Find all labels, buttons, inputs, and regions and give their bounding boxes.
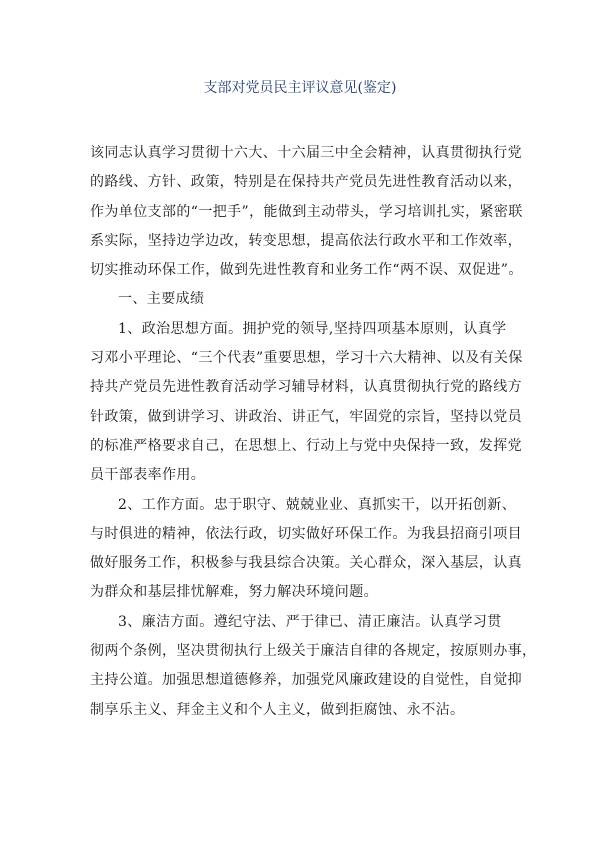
text-line: 为群众和基层排忧解难，努力解决环境问题。 xyxy=(90,584,378,601)
text-line: 的路线、方针、政策，特别是在保持共产党员先进性教育活动以来， xyxy=(90,174,522,191)
text-line: 员干部表率作用。 xyxy=(90,467,206,484)
text-line: 彻两个条例，坚决贯彻执行上级关于廉洁自律的各规定，按原则办事， xyxy=(90,643,537,660)
text-line: 2、工作方面。忠于职守、兢兢业业、真抓实干，以开拓创新、 xyxy=(118,496,517,513)
text-line: 切实推动环保工作，做到先进性教育和业务工作“两不误、双促进”。 xyxy=(90,262,523,279)
paragraph-political-thought xyxy=(90,315,523,491)
text-line: 针政策，做到讲学习、讲政治、讲正气，牢固党的宗旨，坚持以党员 xyxy=(90,408,522,425)
paragraph-integrity xyxy=(90,608,537,725)
document-body xyxy=(90,139,537,725)
section-heading-main-achievements xyxy=(90,285,520,314)
text-line: 主持公道。加强思想道德修养，加强党风廉政建设的自觉性，自觉抑 xyxy=(90,672,522,689)
text-line: 3、廉洁方面。遵纪守法、严于律已、清正廉洁。认真学习贯 xyxy=(118,613,502,630)
text-line: 系实际，坚持边学边改，转变思想，提高依法行政水平和工作效率， xyxy=(90,232,522,249)
text-line: 与时俱进的精神，依法行政，切实做好环保工作。为我县招商引项目 xyxy=(90,525,522,542)
text-line: 持共产党员先进性教育活动学习辅导材料，认真贯彻执行党的路线方 xyxy=(90,379,522,396)
text-line: 1、政治思想方面。拥护党的领导,坚持四项基本原则，认真学 xyxy=(118,320,507,337)
paragraph-intro xyxy=(90,139,523,285)
text-line: 制享乐主义、拜金主义和个人主义，做到拒腐蚀、永不沾。 xyxy=(90,701,465,718)
text-line: 该同志认真学习贯彻十六大、十六届三中全会精神，认真贯彻执行党 xyxy=(90,145,522,161)
paragraph-work xyxy=(90,491,520,608)
text-line: 习邓小平理论、“三个代表”重要思想，学习十六大精神、以及有关保 xyxy=(90,350,523,367)
text-line: 的标准严格要求自己，在思想上、行动上与党中央保持一致，发挥党 xyxy=(90,437,522,454)
text-line: 一、主要成绩 xyxy=(118,291,205,308)
text-line: 作为单位支部的“一把手”，能做到主动带头，学习培训扎实，紧密联 xyxy=(90,203,523,220)
text-line: 做好服务工作，积极参与我县综合决策。关心群众，深入基层，认真 xyxy=(90,555,522,572)
document-title: 支部对党员民主评议意见(鉴定) xyxy=(203,80,397,96)
